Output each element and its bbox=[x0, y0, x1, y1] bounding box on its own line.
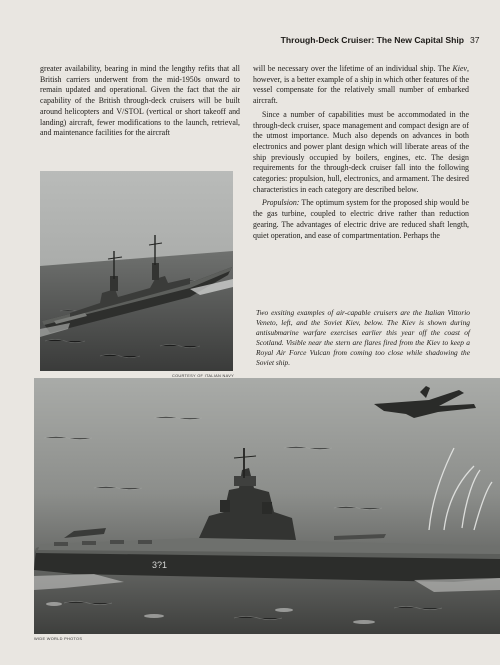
running-head: Through-Deck Cruiser: The New Capital Ship bbox=[280, 35, 464, 45]
photo-credit-wide-world: WIDE WORLD PHOTOS bbox=[34, 636, 83, 641]
right-column-paragraph-2: Since a number of capabilities must be accommodated in the through-deck cruiser, space management and compact design are of the utmost importance. Much also depends on advances in both electronics and power plant design which will liberate areas of the ship previously occupied by boilers, engines, etc. The design requirements for the through-deck cruiser fall into the following categories: propulsion, hull, electronics, and armament. The desired characteristics in each category are described below. bbox=[253, 109, 469, 194]
photo-credit-italian-navy: COURTESY OF ITALIAN NAVY bbox=[171, 373, 234, 378]
right-column-text bbox=[253, 64, 469, 302]
section-runin-propulsion: Propulsion: bbox=[262, 198, 300, 208]
photo-vittorio-veneto bbox=[40, 171, 233, 371]
hull-number-text: 3?1 bbox=[152, 560, 168, 570]
photo-kiev bbox=[34, 378, 500, 634]
left-column-paragraph: greater availability, bearing in mind the lengthy refits that all British carriers underwent from the mid-1950s onward to remain updated and operational. Given the fact that the air capability of the British through-deck cruisers will be built around helicopters and V/STOL (vertical or short takeoff and landing) aircraft, fewer modifications to the launch, retrieval, and maintenance facilities for the aircraft bbox=[40, 64, 240, 138]
cruiser-photo-illustration bbox=[40, 171, 233, 371]
left-column-text bbox=[40, 64, 240, 172]
right-column-paragraph-1: will be necessary over the lifetime of an individual ship. The Kiev, however, is a better example of a ship in which other features of the vessel compensate for the relatively small number of embarked aircraft. bbox=[253, 64, 469, 106]
kiev-photo-illustration bbox=[34, 378, 500, 634]
right-column-paragraph-3: Propulsion: The optimum system for the proposed ship would be the gas turbine, coupled to electric drive rather than reduction gearing. The advantages of electric drive are reduced shaft length, quiet operation, and ease of compartmentation. Perhaps the bbox=[253, 198, 469, 240]
page-number: 37 bbox=[470, 35, 480, 45]
photo-caption: Two exsiting examples of air-capable cruisers are the Italian Vittorio Veneto, left, and the Soviet Kiev, below. The Kiev is shown during antisubmarine warfare exercises earlier this year off the coast of Scotland. Visible near the stern are flares fired from the Kiev to keep a Royal Air Force Vulcan from coming too close while shadowing the Soviet ship. bbox=[256, 308, 470, 367]
